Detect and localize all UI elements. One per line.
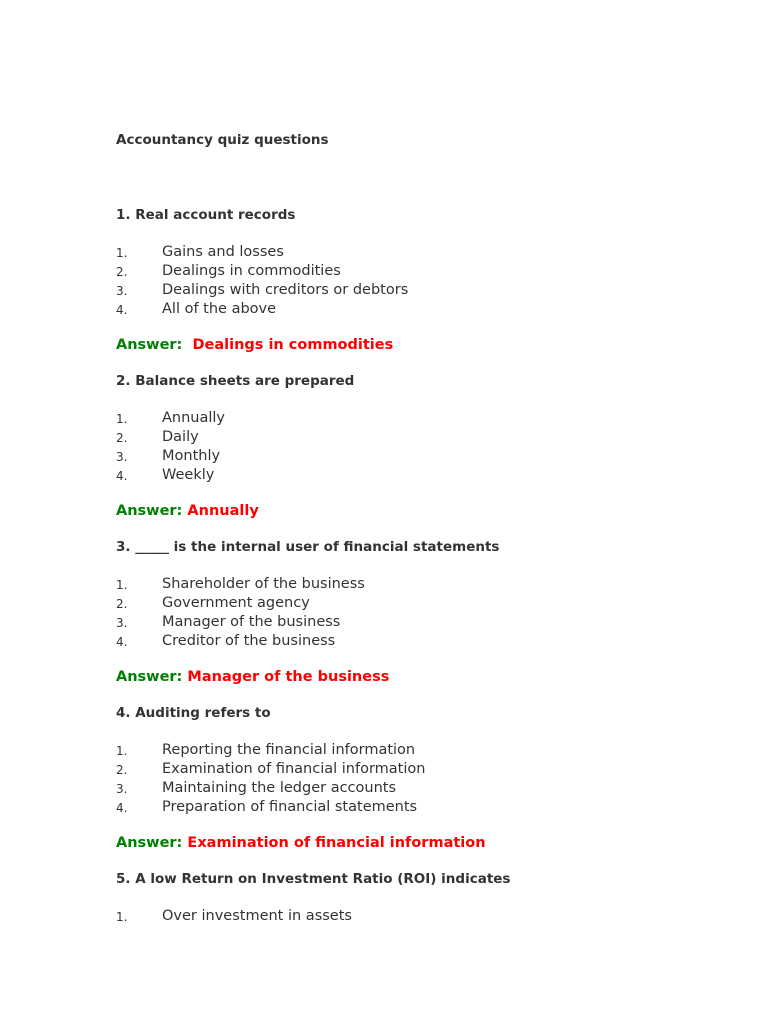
list-item: [116, 632, 736, 651]
option-text: Preparation of financial statements: [162, 799, 418, 815]
question-2: [116, 372, 736, 520]
answer-value: Annually: [187, 503, 259, 519]
option-number: 3.: [116, 450, 128, 464]
list-item: [116, 779, 736, 798]
answer-label: Answer:: [116, 835, 183, 851]
document-title: Accountancy quiz questions: [116, 132, 329, 148]
option-text: Monthly: [162, 448, 221, 464]
option-number: 2.: [116, 265, 128, 279]
option-text: Government agency: [162, 595, 310, 611]
list-item: [116, 262, 736, 281]
option-number: 2.: [116, 763, 128, 777]
question-text: 2. Balance sheets are prepared: [116, 373, 355, 389]
answer-line: [116, 668, 736, 686]
option-number: 1.: [116, 744, 128, 758]
list-item: [116, 575, 736, 594]
option-text: Gains and losses: [162, 244, 284, 260]
option-number: 3.: [116, 782, 128, 796]
list-item: [116, 798, 736, 817]
option-number: 4.: [116, 801, 128, 815]
option-text: Maintaining the ledger accounts: [162, 780, 397, 796]
question-3: [116, 538, 736, 686]
question-text: 1. Real account records: [116, 207, 296, 223]
options-list: [116, 741, 736, 817]
option-text: Dealings with creditors or debtors: [162, 282, 409, 298]
options-list: [116, 907, 736, 926]
answer-label: Answer:: [116, 337, 183, 353]
answer-line: [116, 336, 736, 354]
list-item: [116, 300, 736, 319]
question-text: 5. A low Return on Investment Ratio (ROI) indicates: [116, 871, 511, 887]
list-item: [116, 466, 736, 485]
answer-value: Examination of financial information: [187, 835, 486, 851]
list-item: [116, 243, 736, 262]
answer-label: Answer:: [116, 503, 183, 519]
option-text: Weekly: [162, 467, 215, 483]
option-number: 2.: [116, 431, 128, 445]
answer-label: Answer:: [116, 669, 183, 685]
list-item: [116, 907, 736, 926]
option-text: Dealings in commodities: [162, 263, 341, 279]
answer-value: Dealings in commodities: [192, 337, 394, 353]
options-list: [116, 243, 736, 319]
question-text: 3. _____ is the internal user of financial statements: [116, 539, 500, 555]
list-item: [116, 428, 736, 447]
question-5: [116, 870, 736, 926]
option-text: Reporting the financial information: [162, 742, 416, 758]
option-text: Manager of the business: [162, 614, 341, 630]
option-text: Daily: [162, 429, 199, 445]
option-number: 2.: [116, 597, 128, 611]
option-text: Shareholder of the business: [162, 576, 365, 592]
option-number: 1.: [116, 910, 128, 924]
option-number: 1.: [116, 412, 128, 426]
option-number: 1.: [116, 246, 128, 260]
option-number: 3.: [116, 284, 128, 298]
answer-value: Manager of the business: [187, 669, 390, 685]
options-list: [116, 575, 736, 651]
option-text: Over investment in assets: [162, 908, 352, 924]
answer-line: [116, 834, 736, 852]
question-1: [116, 206, 736, 354]
option-text: Creditor of the business: [162, 633, 336, 649]
option-number: 4.: [116, 303, 128, 317]
list-item: [116, 594, 736, 613]
list-item: [116, 613, 736, 632]
option-number: 4.: [116, 635, 128, 649]
option-text: All of the above: [162, 301, 277, 317]
list-item: [116, 281, 736, 300]
list-item: [116, 760, 736, 779]
answer-line: [116, 502, 736, 520]
option-number: 4.: [116, 469, 128, 483]
option-number: 3.: [116, 616, 128, 630]
option-number: 1.: [116, 578, 128, 592]
list-item: [116, 409, 736, 428]
question-text: 4. Auditing refers to: [116, 705, 271, 721]
options-list: [116, 409, 736, 485]
option-text: Examination of financial information: [162, 761, 426, 777]
option-text: Annually: [162, 410, 226, 426]
question-4: [116, 704, 736, 852]
list-item: [116, 741, 736, 760]
list-item: [116, 447, 736, 466]
